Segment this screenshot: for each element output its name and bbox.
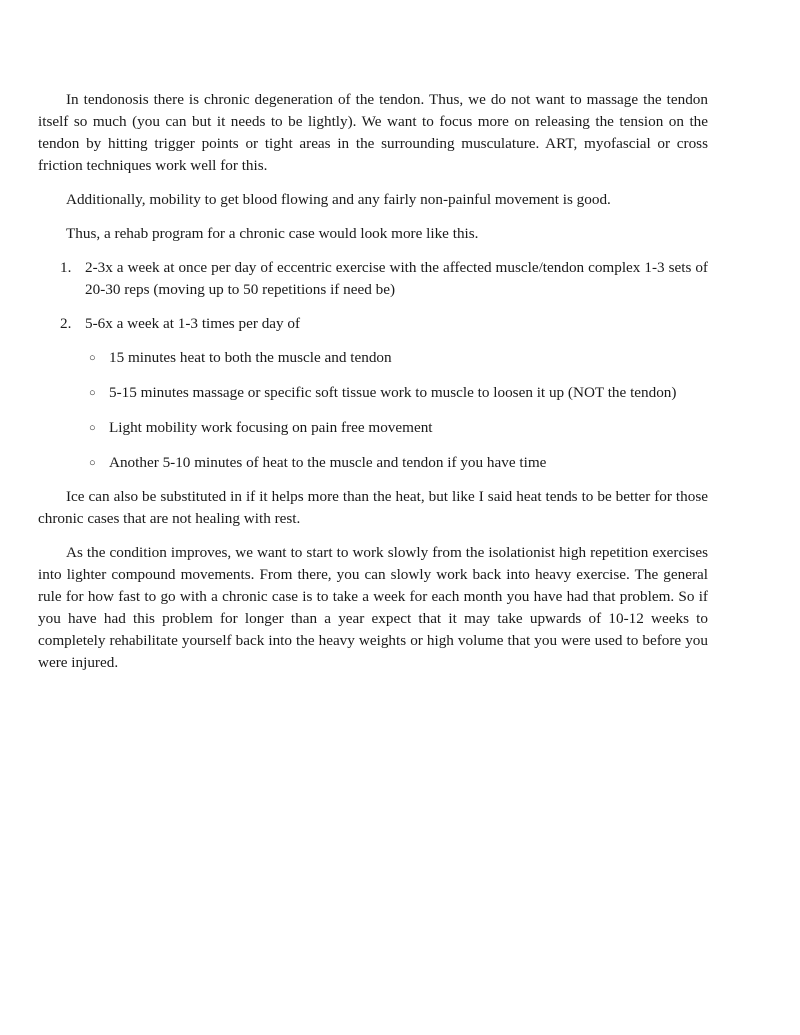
document-page [38,89,708,686]
sub-list-item-text: Light mobility work focusing on pain free movement [109,419,433,436]
hollow-circle-bullet-icon: ○ [89,352,96,364]
hollow-circle-bullet-icon: ○ [89,422,96,434]
sub-list-item-text: 5-15 minutes massage or specific soft tissue work to muscle to loosen it up (NOT the tendon) [109,384,677,401]
hollow-circle-bullet-icon: ○ [89,387,96,399]
paragraph-ice: Ice can also be substituted in if it helps more than the heat, but like I said heat tends to be better for those chronic cases that are not healing with rest. [38,488,708,527]
paragraph-tendonosis: In tendonosis there is chronic degeneration of the tendon. Thus, we do not want to massage the tendon itself so much (you can but it needs to be lightly). We want to focus more on releasing the tension on the tendon by hitting trigger points or tight areas in the surrounding musculature. ART, myofascial or cross friction techniques work well for this. [38,91,708,174]
rehab-steps-list [38,257,708,474]
sub-list-item-text: Another 5-10 minutes of heat to the muscle and tendon if you have time [109,454,547,471]
list-item-text: 5-6x a week at 1-3 times per day of [85,315,301,332]
paragraph-mobility: Additionally, mobility to get blood flowing and any fairly non-painful movement is good. [66,191,611,208]
list-item-text: 2-3x a week at once per day of eccentric exercise with the affected muscle/tendon complex 1-3 sets of 20-30 reps (moving up to 50 repetitions if need be) [85,259,708,298]
sub-list-item [85,347,708,369]
sub-list-item [85,382,708,404]
sub-list-item [85,417,708,439]
sub-list [85,347,708,474]
list-item [38,257,708,301]
sub-list-item [85,452,708,474]
sub-list-item-text: 15 minutes heat to both the muscle and tendon [109,349,392,366]
list-item [38,313,708,474]
list-item-number: 1. [60,259,72,276]
list-item-number: 2. [60,315,72,332]
paragraph-progression: As the condition improves, we want to start to work slowly from the isolationist high repetition exercises into lighter compound movements. From there, you can slowly work back into heavy exercise. The general rule for how fast to go with a chronic case is to take a week for each month you have had that problem. So if you have had this problem for longer than a year expect that it may take upwards of 10-12 weeks to completely rehabilitate yourself back into the heavy weights or high volume that you were used to before you were injured. [38,544,708,671]
paragraph-rehab-intro: Thus, a rehab program for a chronic case would look more like this. [66,225,479,242]
hollow-circle-bullet-icon: ○ [89,457,96,469]
